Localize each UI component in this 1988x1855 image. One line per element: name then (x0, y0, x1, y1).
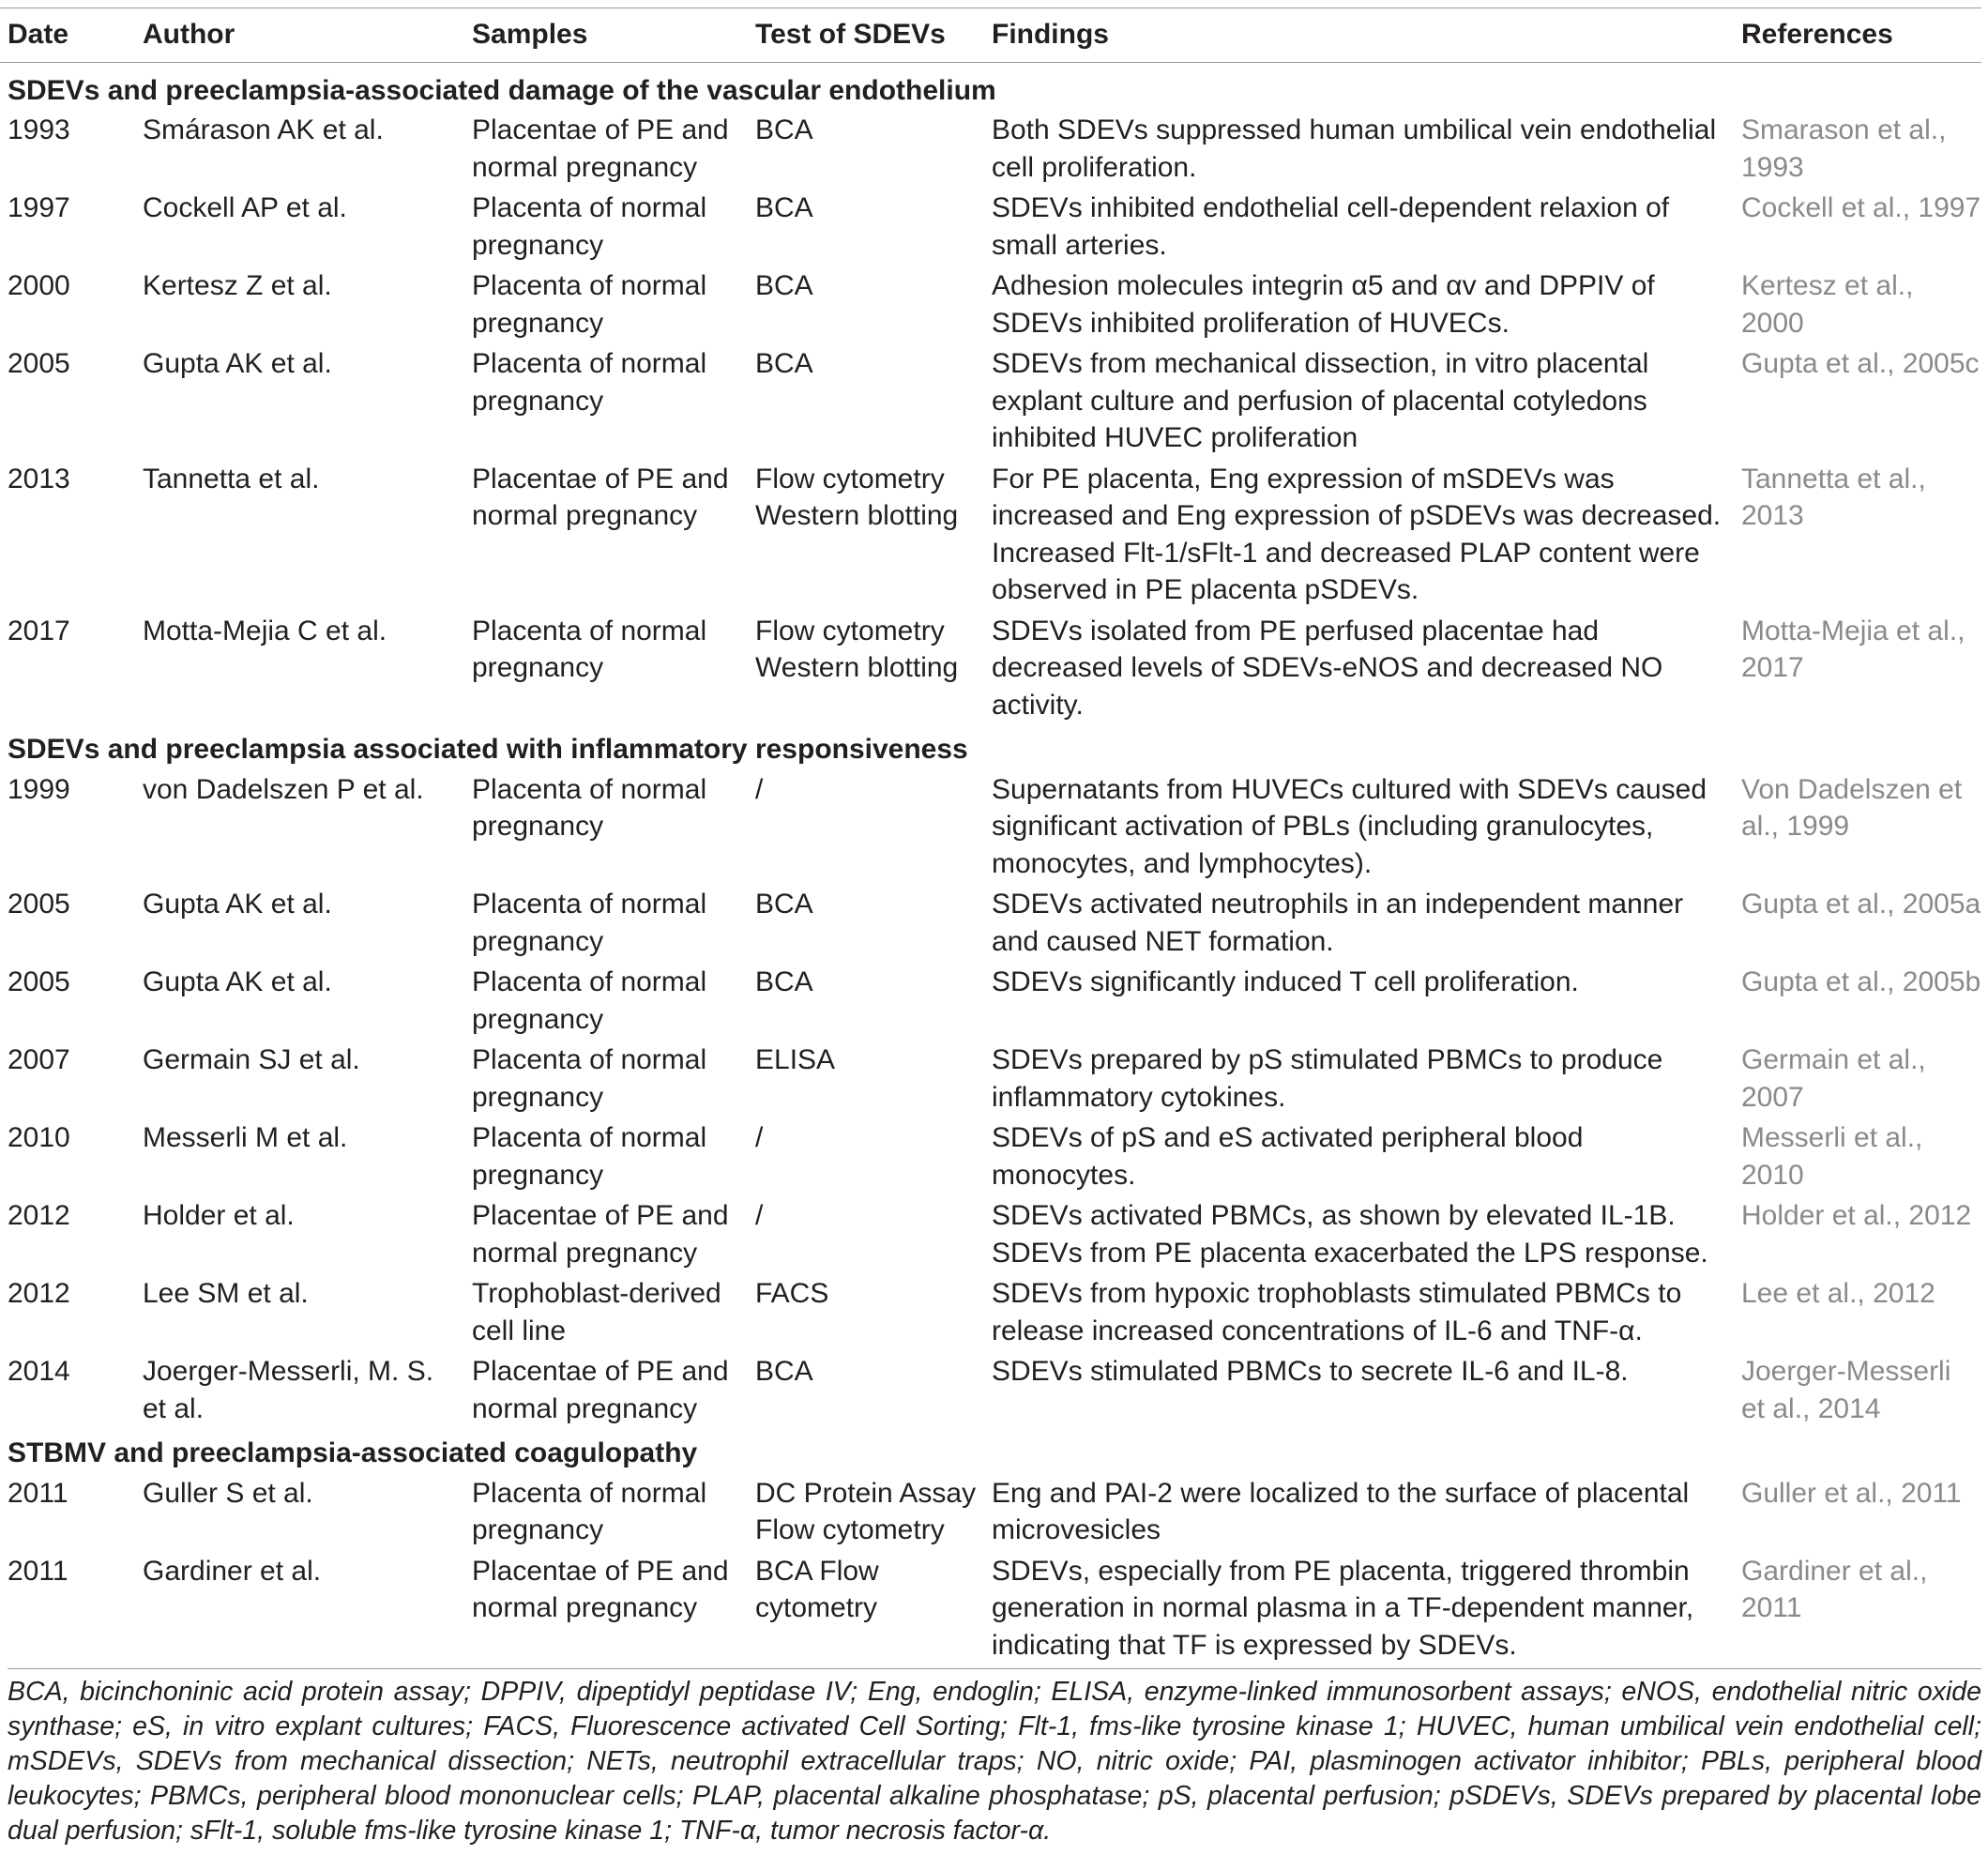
table-row (0, 345, 1981, 461)
row-reference: Germain et al., 2007 (1741, 1044, 1926, 1113)
row-author: Gupta AK et al. (143, 889, 332, 920)
section-header-row (0, 727, 1981, 771)
row-date: 1993 (8, 114, 70, 145)
row-author: Gupta AK et al. (143, 966, 332, 997)
row-author: Motta-Mejia C et al. (143, 615, 387, 646)
row-samples: Placenta of normal pregnancy (472, 270, 707, 339)
row-date: 2014 (8, 1356, 70, 1387)
row-samples: Placenta of normal pregnancy (472, 889, 707, 957)
row-author: Gupta AK et al. (143, 348, 332, 379)
row-date: 2010 (8, 1122, 70, 1153)
row-samples: Placentae of PE and normal pregnancy (472, 114, 729, 183)
row-findings: Supernatants from HUVECs cultured with SDEVs caused significant activation of PBLs (including granulocytes, monocytes, and lymphocytes). (992, 773, 1707, 879)
header-samples: Samples (472, 8, 755, 63)
row-findings: SDEVs significantly induced T cell proliferation. (992, 966, 1579, 997)
header-date: Date (0, 8, 143, 63)
row-findings: SDEVs of pS and eS activated peripheral blood monocytes. (992, 1122, 1584, 1191)
row-author: von Dadelszen P et al. (143, 773, 424, 805)
table-row (0, 1119, 1981, 1197)
table-row (0, 964, 1981, 1042)
row-author: Lee SM et al. (143, 1278, 309, 1309)
section-header-row (0, 1431, 1981, 1475)
row-samples: Placentae of PE and normal pregnancy (472, 1555, 729, 1623)
row-date: 2013 (8, 463, 70, 494)
row-date: 2005 (8, 889, 70, 920)
row-samples: Placenta of normal pregnancy (472, 966, 707, 1035)
row-date: 2012 (8, 1278, 70, 1309)
row-samples: Placentae of PE and normal pregnancy (472, 463, 729, 531)
row-date: 2011 (8, 1555, 68, 1587)
table-footnote: BCA, bicinchoninic acid protein assay; DPPIV, dipeptidyl peptidase IV; Eng, endoglin; ELISA, enzyme-linked immunosorbent assays; eNOS, endothelial nitric oxide synthase; eS, in vitro explant cultures; FACS, Fluorescence activated Cell Sorting; Flt-1, fms-like tyrosine kinase 1; HUVEC, human umbilical vein endothelial cell; mSDEVs, SDEVs from mechanical dissection; NETs, neutrophil extracellular traps; NO, nitric oxide; PAI, plasminogen activator inhibitor; PBLs, peripheral blood leukocytes; PBMCs, peripheral blood mononuclear cells; PLAP, placental alkaline phosphatase; pS, placental perfusion; pSDEVs, SDEVs prepared by placental lobe dual perfusion; sFlt-1, soluble fms-like tyrosine kinase 1; TNF-α, tumor necrosis factor-α. (8, 1668, 1981, 1848)
row-reference: Guller et al., 2011 (1741, 1477, 1962, 1509)
section-header-row (0, 62, 1981, 112)
row-reference: Gardiner et al., 2011 (1741, 1555, 1928, 1623)
row-author: Kertesz Z et al. (143, 270, 332, 301)
section-title: SDEVs and preeclampsia-associated damage of the vascular endothelium (8, 74, 996, 106)
table-row (0, 1197, 1981, 1275)
row-findings: SDEVs activated PBMCs, as shown by elevated IL-1B. SDEVs from PE placenta exacerbated the LPS response. (992, 1200, 1708, 1269)
row-date: 2012 (8, 1200, 70, 1231)
row-findings: SDEVs prepared by pS stimulated PBMCs to produce inflammatory cytokines. (992, 1044, 1663, 1113)
header-findings: Findings (992, 8, 1741, 63)
row-test: BCA (755, 114, 813, 145)
row-author: Smárason AK et al. (143, 114, 384, 145)
row-test: / (755, 1122, 764, 1153)
row-samples: Placenta of normal pregnancy (472, 1122, 707, 1191)
row-findings: SDEVs stimulated PBMCs to secrete IL-6 and IL-8. (992, 1356, 1629, 1387)
row-samples: Placenta of normal pregnancy (472, 1044, 707, 1113)
row-date: 1997 (8, 192, 70, 223)
row-samples: Placenta of normal pregnancy (472, 1477, 707, 1545)
row-test: DC Protein Assay Flow cytometry (755, 1477, 977, 1545)
row-test: BCA (755, 270, 813, 301)
table-row (0, 1475, 1981, 1553)
row-reference: Gupta et al., 2005b (1741, 966, 1981, 997)
table-row (0, 1042, 1981, 1119)
table-row (0, 771, 1981, 887)
row-findings: SDEVs, especially from PE placenta, triggered thrombin generation in normal plasma in a TF-dependent manner, indicating that TF is expressed by SDEVs. (992, 1555, 1694, 1661)
row-date: 2007 (8, 1044, 70, 1075)
table-row (0, 267, 1981, 345)
row-reference: Lee et al., 2012 (1741, 1278, 1935, 1309)
row-date: 2000 (8, 270, 70, 301)
row-test: BCA (755, 192, 813, 223)
row-date: 2017 (8, 615, 70, 646)
row-author: Gardiner et al. (143, 1555, 322, 1587)
row-samples: Placenta of normal pregnancy (472, 615, 707, 683)
studies-table (0, 8, 1981, 1677)
row-test: FACS (755, 1278, 829, 1309)
row-test: / (755, 773, 764, 805)
row-test: BCA (755, 348, 813, 379)
table-row (0, 886, 1981, 964)
row-date: 2005 (8, 966, 70, 997)
row-samples: Placenta of normal pregnancy (472, 348, 707, 417)
row-findings: Both SDEVs suppressed human umbilical vein endothelial cell proliferation. (992, 114, 1717, 183)
row-samples: Placenta of normal pregnancy (472, 773, 707, 842)
row-reference: Von Dadelszen et al., 1999 (1741, 773, 1963, 842)
row-date: 1999 (8, 773, 70, 805)
row-findings: SDEVs activated neutrophils in an independent manner and caused NET formation. (992, 889, 1684, 957)
row-findings: Adhesion molecules integrin α5 and αv and DPPIV of SDEVs inhibited proliferation of HUVECs. (992, 270, 1655, 339)
table-body (0, 62, 1981, 1677)
row-test: BCA (755, 889, 813, 920)
row-reference: Gupta et al., 2005c (1741, 348, 1980, 379)
row-findings: SDEVs isolated from PE perfused placentae had decreased levels of SDEVs-eNOS and decreased NO activity. (992, 615, 1663, 721)
row-test: / (755, 1200, 764, 1231)
row-samples: Placentae of PE and normal pregnancy (472, 1356, 729, 1424)
row-test: BCA Flow cytometry (755, 1555, 879, 1623)
row-reference: Gupta et al., 2005a (1741, 889, 1981, 920)
section-title: SDEVs and preeclampsia associated with inflammatory responsiveness (8, 734, 968, 765)
header-references: References (1741, 8, 1981, 63)
row-test: BCA (755, 966, 813, 997)
row-findings: SDEVs from hypoxic trophoblasts stimulated PBMCs to release increased concentrations of IL-6 and TNF-α. (992, 1278, 1682, 1346)
row-findings: Eng and PAI-2 were localized to the surface of placental microvesicles (992, 1477, 1690, 1545)
row-test: Flow cytometry Western blotting (755, 615, 959, 683)
table-row (0, 112, 1981, 190)
table-row (0, 190, 1981, 267)
row-test: BCA (755, 1356, 813, 1387)
table-row (0, 1553, 1981, 1678)
row-author: Germain SJ et al. (143, 1044, 360, 1075)
row-author: Joerger-Messerli, M. S. et al. (143, 1356, 434, 1424)
table-header (0, 8, 1981, 63)
row-reference: Messerli et al., 2010 (1741, 1122, 1923, 1191)
row-samples: Placentae of PE and normal pregnancy (472, 1200, 729, 1269)
section-title: STBMV and preeclampsia-associated coagulopathy (8, 1437, 698, 1468)
row-date: 2011 (8, 1477, 68, 1509)
row-author: Tannetta et al. (143, 463, 320, 494)
row-samples: Trophoblast-derived cell line (472, 1278, 721, 1346)
row-author: Guller S et al. (143, 1477, 313, 1509)
row-reference: Holder et al., 2012 (1741, 1200, 1972, 1231)
row-reference: Motta-Mejia et al., 2017 (1741, 615, 1965, 683)
row-author: Holder et al. (143, 1200, 295, 1231)
row-reference: Joerger-Messerli et al., 2014 (1741, 1356, 1951, 1424)
row-date: 2005 (8, 348, 70, 379)
row-findings: SDEVs from mechanical dissection, in vitro placental explant culture and perfusion of placental cotyledons inhibited HUVEC proliferation (992, 348, 1649, 453)
row-test: Flow cytometry Western blotting (755, 463, 959, 531)
row-findings: SDEVs inhibited endothelial cell-dependent relaxion of small arteries. (992, 192, 1670, 261)
table-row (0, 1353, 1981, 1431)
row-author: Cockell AP et al. (143, 192, 347, 223)
row-test: ELISA (755, 1044, 836, 1075)
row-samples: Placenta of normal pregnancy (472, 192, 707, 261)
row-reference: Kertesz et al., 2000 (1741, 270, 1914, 339)
table-row (0, 613, 1981, 728)
header-test: Test of SDEVs (755, 8, 992, 63)
table-row (0, 461, 1981, 613)
row-reference: Cockell et al., 1997 (1741, 192, 1981, 223)
row-reference: Tannetta et al., 2013 (1741, 463, 1926, 531)
row-author: Messerli M et al. (143, 1122, 348, 1153)
table-row (0, 1275, 1981, 1353)
header-author: Author (143, 8, 472, 63)
row-reference: Smarason et al., 1993 (1741, 114, 1947, 183)
row-findings: For PE placenta, Eng expression of mSDEVs was increased and Eng expression of pSDEVs was decreased. Increased Flt-1/sFlt-1 and decreased PLAP content were observed in PE placenta pSDEVs. (992, 463, 1722, 605)
